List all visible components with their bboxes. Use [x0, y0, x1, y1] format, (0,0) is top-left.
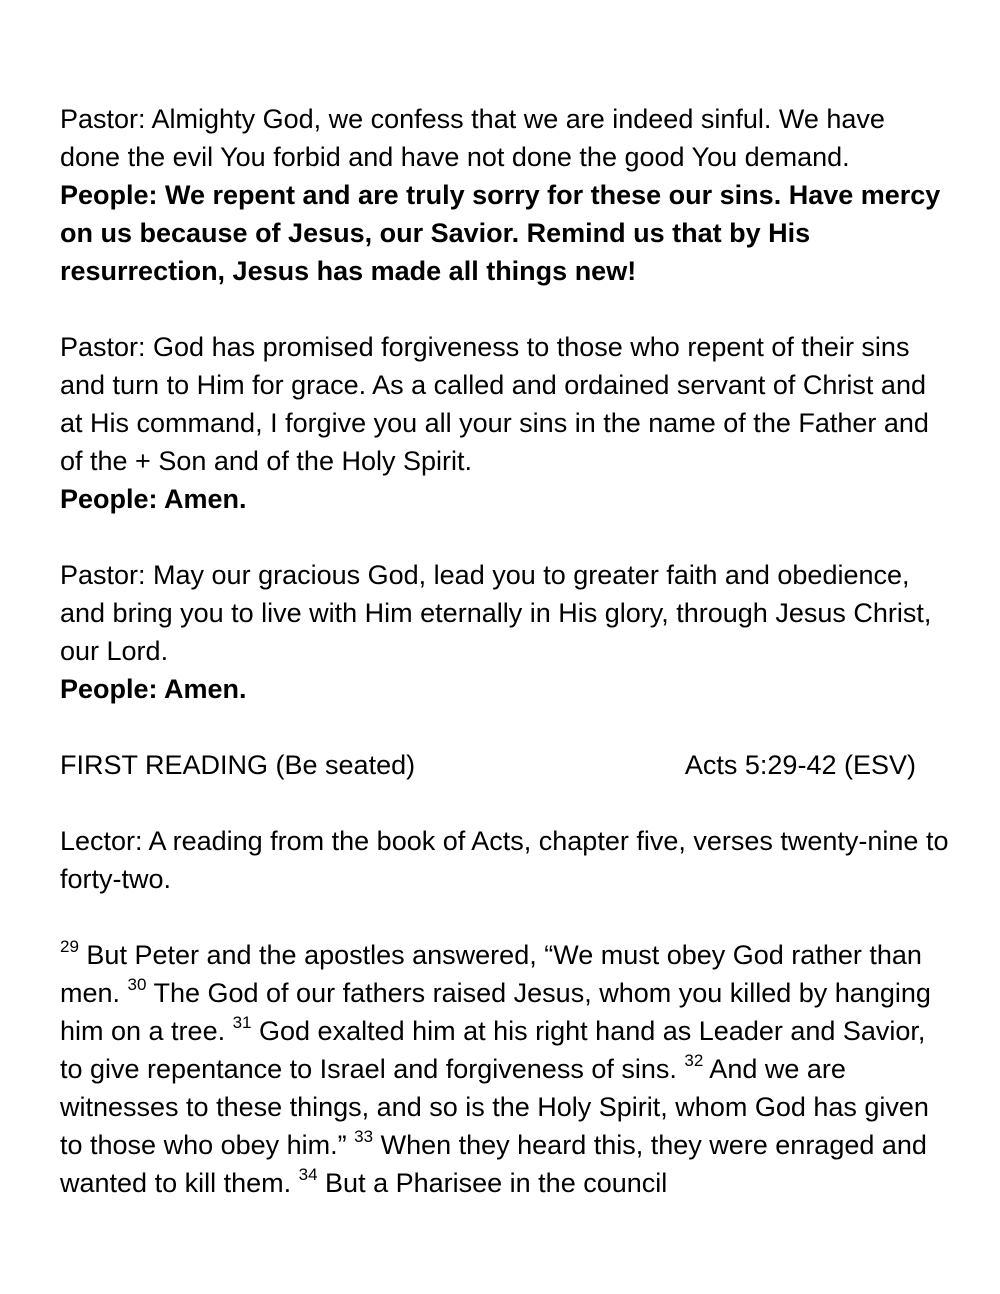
verse-number: 31	[232, 1013, 252, 1032]
first-reading-reference: Acts 5:29-42 (ESV)	[684, 750, 916, 780]
spacer	[60, 784, 950, 822]
absolution-pastor: Pastor: God has promised forgiveness to those who repent of their sins and turn to Him for grace. As a called and ordained servant of Christ and at His command, I forgive you all your sins in the name of the Father and of the + Son and of the Holy Spirit.	[60, 332, 929, 476]
lector-intro: Lector: A reading from the book of Acts, chapter five, verses twenty-nine to forty-two.	[60, 826, 949, 894]
verse-text: When they heard this, they were enraged and wanted to kill them.	[60, 1130, 927, 1198]
verse-number: 29	[60, 937, 79, 956]
verse-number: 30	[127, 975, 147, 994]
spacer	[60, 518, 950, 556]
verse-text: But a Pharisee in the council	[317, 1168, 668, 1198]
first-reading-heading	[60, 746, 916, 784]
verse-number: 33	[354, 1127, 374, 1146]
verse-text: God exalted him at his right hand as Leader and Savior, to give repentance to Israel and forgiveness of sins.	[60, 1016, 926, 1084]
spacer	[60, 708, 950, 746]
verse-number: 32	[684, 1051, 704, 1070]
absolution-people: People: Amen.	[60, 484, 247, 514]
verse-text: The God of our fathers raised Jesus, whom you killed by hanging him on a tree.	[60, 978, 931, 1046]
verse-text: And we are witnesses to these things, and so is the Holy Spirit, whom God has given to those who obey him.”	[60, 1054, 929, 1160]
spacer	[60, 898, 950, 936]
verse-number: 34	[298, 1165, 318, 1184]
confession-pastor: Pastor: Almighty God, we confess that we are indeed sinful. We have done the evil You forbid and have not done the good You demand.	[60, 104, 885, 172]
bulletin-page	[60, 100, 950, 1202]
blessing-people: People: Amen.	[60, 674, 247, 704]
confession-people: People: We repent and are truly sorry for these our sins. Have mercy on us because of Jesus, our Savior. Remind us that by His resurrection, Jesus has made all things new!	[60, 180, 941, 286]
verse-text: But Peter and the apostles answered, “We must obey God rather than men.	[60, 940, 922, 1008]
spacer	[60, 290, 950, 328]
first-reading-title: FIRST READING (Be seated)	[60, 750, 416, 780]
scripture-passage	[60, 936, 950, 1202]
blessing-pastor: Pastor: May our gracious God, lead you to greater faith and obedience, and bring you to live with Him eternally in His glory, through Jesus Christ, our Lord.	[60, 560, 932, 666]
